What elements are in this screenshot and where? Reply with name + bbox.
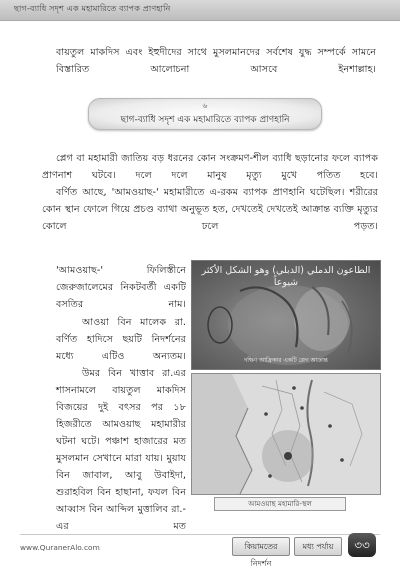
page-number: ৩৩ [348,533,376,557]
chapter-number: ৬ [202,101,208,110]
footer-tab-signs: কিয়ামতের নিদর্শন [232,537,290,556]
paragraph-amwas-location: 'আমওয়াছ-' ফিলিস্তীনে জেরুজালেমের নিকটবর্তী একটি বসতির নাম। [56,265,186,310]
chapter-title: ছাগ-ব্যাধি সদৃশ এক মহামারিতে ব্যাপক প্রাণহানি [120,115,290,125]
paragraph-amwas-description: বর্ণিত আছে, 'আমওয়াছ-' মহামারীতে এ-রকম ব্যাপক প্রাণহানি ঘটেছিল। শরীরের কোন স্থান ফোলে গিয়ে প্রচণ্ড ব্যাথা অনুভূত হত, দেখতেই দেখতেই আক্রান্ত ব্যক্তি মৃত্যুর কোলে ঢলে পড়ত। [42,187,378,232]
footer-url: www.QuranerAlo.com [20,543,100,552]
footer-divider [20,534,380,535]
intro-paragraph: বায়তুল মাকদিস এবং ইহুদীদের সাথে মুসলমানদের সর্বশেষ যুদ্ধ সম্পর্কে সামনে বিস্তারিত আলোচনা আসবে ইনশাল্লাহ। [56,47,376,75]
top-banner [0,0,400,21]
photo-arabic-caption: الطاعون الدملي (الدبلي) وهو الشكل الأكثر شيوعاً [201,265,371,288]
paragraph-plague: প্লেগ বা মহামারী জাতিয় বড় ধরনের কোন সংক্রমণ-শীল ব্যাধি ছড়ানোর ফলে ব্যাপক প্রাণনাশ ঘটবে। দলে দলে মানুষ মৃত্যু মুখে পতিত হবে। [42,153,378,181]
photo-caption: দক্ষিণ আফ্রিকার একটি প্লেগ আক্রান্ত [244,358,328,364]
plague-photo [191,260,381,370]
amwas-map [191,373,381,495]
map-image [192,374,380,494]
footer-tab-stage: মধ্য পর্যায় [294,537,342,556]
chapter-heading [88,98,322,130]
running-header: ছাগ-ব্যাধি সদৃশ এক মহামারিতে ব্যাপক প্রাণহানি [14,3,171,13]
map-caption: আমওয়াছ মহামারি-স্থল [214,497,346,511]
paragraph-history: উমর বিন খাত্তাব রা.এর শাসনামলে বায়তুল মাকদিস বিজয়ের দুই বৎসর পর ১৮ হিজরীতে আমওয়াছ মহামারীর ঘটনা ঘটে। পঞ্চাশ হাজারের মত মুসলমান সেখানে মারা যায়। মুয়ায বিন জাবাল, আবু উবাইদা, শুরাহবিল বিন হাছানা, ফযল বিন আব্বাস বিন আব্দিল মুত্তালিব রা.-এর মত [56,368,186,532]
paragraph-hadith: আওয়া বিন মালেক রা. বর্ণিত হাদিসে ছয়টি নিদর্শনের মধ্যে এটিও অন্যতম। [56,317,186,362]
